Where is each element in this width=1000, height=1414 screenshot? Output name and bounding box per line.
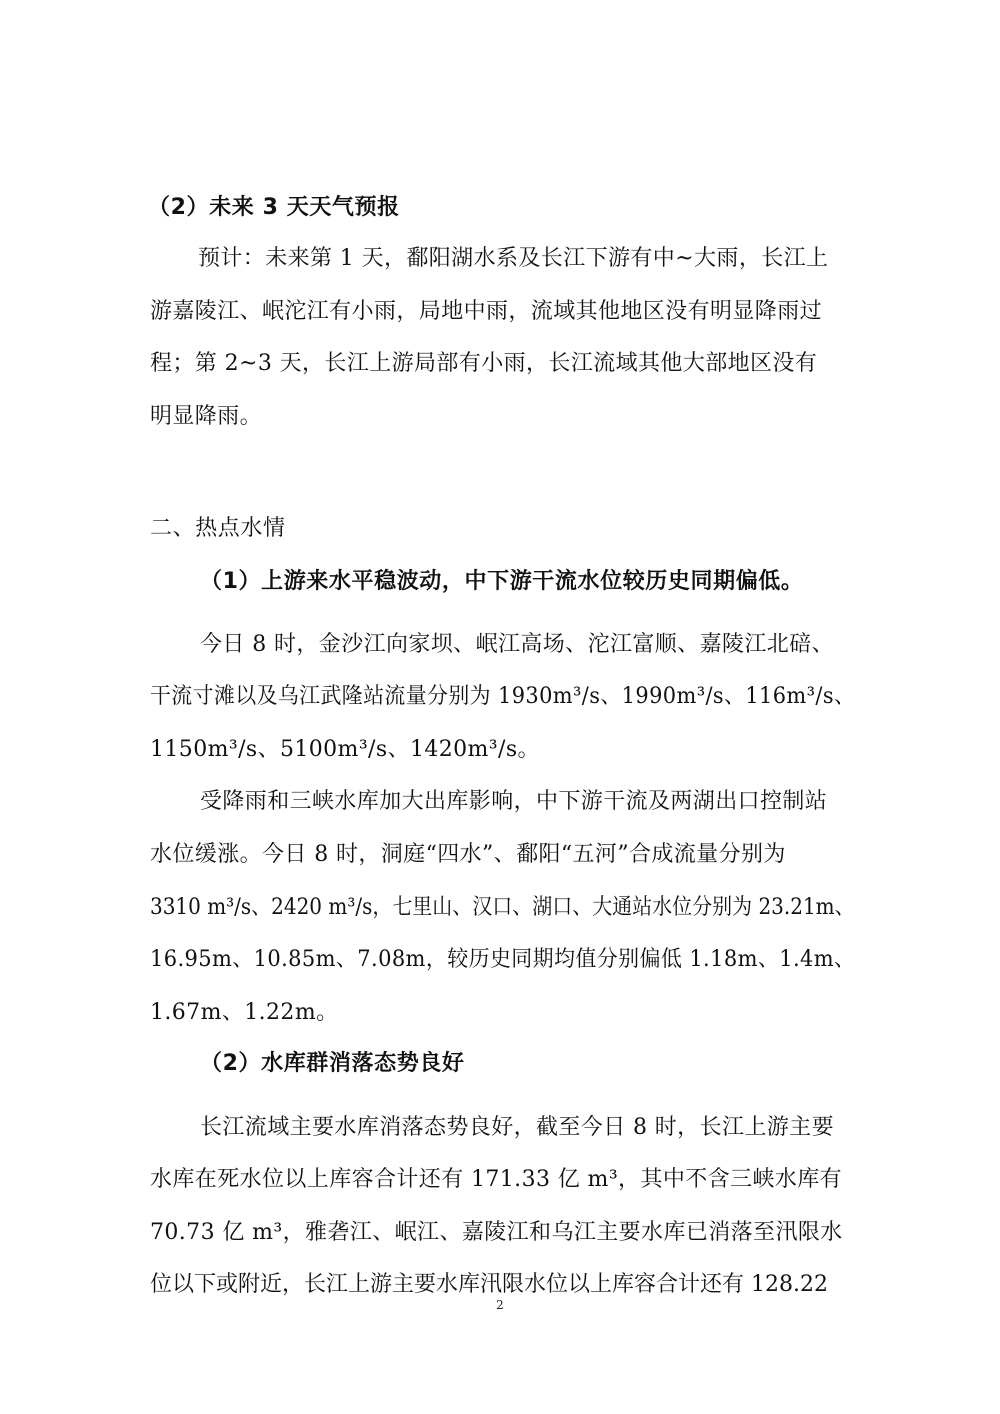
sub1-para1-line: 1150m³/s、5100m³/s、1420m³/s。 bbox=[150, 737, 540, 762]
forecast-line: 游嘉陵江、岷沱江有小雨，局地中雨，流域其他地区没有明显降雨过 bbox=[150, 299, 823, 324]
forecast-line: 预计：未来第 1 天，鄱阳湖水系及长江下游有中~大雨，长江上 bbox=[198, 246, 829, 271]
forecast-line: 程；第 2~3 天，长江上游局部有小雨，长江流域其他大部地区没有 bbox=[150, 351, 818, 376]
forecast-line: 明显降雨。 bbox=[150, 404, 263, 429]
sub2-heading: （2）水库群消落态势良好 bbox=[200, 1051, 465, 1076]
sub1-para2-line: 受降雨和三峡水库加大出库影响，中下游干流及两湖出口控制站 bbox=[200, 789, 828, 814]
forecast-heading: （2）未来 3 天天气预报 bbox=[148, 195, 400, 220]
sub1-para1-line: 干流寸滩以及乌江武隆站流量分别为 1930m³/s、1990m³/s、116m³/s、 bbox=[150, 684, 856, 709]
sub1-para2-line: 3310 m³/s、2420 m³/s，七里山、汉口、湖口、大通站水位分别为 23.21m、 bbox=[150, 895, 855, 920]
page-number: 2 bbox=[496, 1298, 504, 1312]
sub1-para1-line: 今日 8 时，金沙江向家坝、岷江高场、沱江富顺、嘉陵江北碚、 bbox=[200, 632, 834, 657]
sub2-para1-line: 位以下或附近，长江上游主要水库汛限水位以上库容合计还有 128.22 bbox=[150, 1272, 828, 1297]
sub2-para1-line: 水库在死水位以上库容合计还有 171.33 亿 m³，其中不含三峡水库有 bbox=[150, 1167, 843, 1192]
hotspot-heading: 二、热点水情 bbox=[150, 516, 286, 541]
sub1-para2-line: 1.67m、1.22m。 bbox=[150, 1000, 339, 1025]
sub1-heading: （1）上游来水平稳波动，中下游干流水位较历史同期偏低。 bbox=[200, 569, 804, 594]
sub2-para1-line: 70.73 亿 m³，雅砻江、岷江、嘉陵江和乌江主要水库已消落至汛限水 bbox=[150, 1220, 843, 1245]
sub1-para2-line: 水位缓涨。今日 8 时，洞庭“四水”、鄱阳“五河”合成流量分别为 bbox=[150, 842, 786, 867]
sub2-para1-line: 长江流域主要水库消落态势良好，截至今日 8 时，长江上游主要 bbox=[200, 1115, 834, 1140]
sub1-para2-line: 16.95m、10.85m、7.08m，较历史同期均值分别偏低 1.18m、1.4m、 bbox=[150, 947, 856, 972]
